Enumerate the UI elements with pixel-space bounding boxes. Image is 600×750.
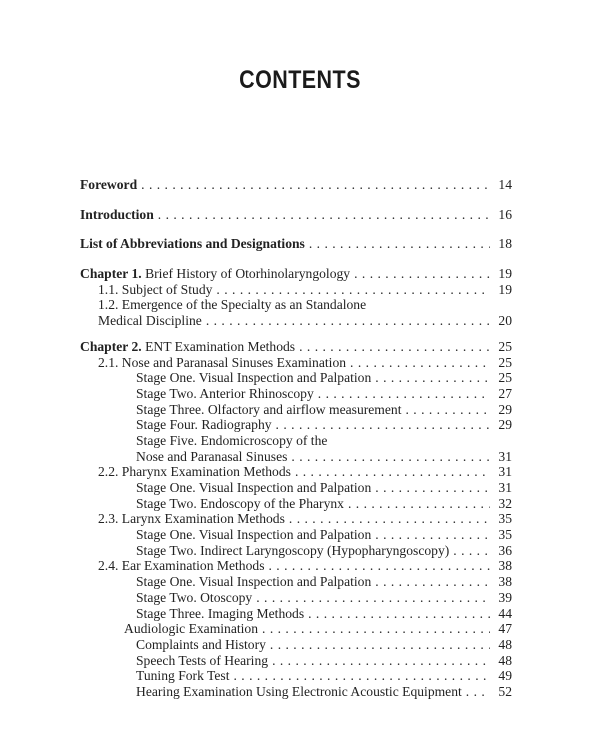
toc-entry-label: Foreword <box>80 177 138 192</box>
toc-entry-label: Stage One. Visual Inspection and Palpation <box>136 370 372 386</box>
toc-page-number: 19 <box>498 266 512 282</box>
toc-entry-introduction[interactable] <box>80 207 512 223</box>
dot-leader <box>233 668 490 684</box>
dot-leader <box>272 653 490 669</box>
toc-entry-2-4-stage-2[interactable] <box>80 590 512 606</box>
toc-entry-1-1[interactable] <box>80 282 512 298</box>
dot-leader <box>269 558 491 574</box>
dot-leader <box>308 606 490 622</box>
toc-page-number: 32 <box>498 495 512 511</box>
toc-page-number: 35 <box>498 527 512 543</box>
toc-page-number: 20 <box>498 313 512 329</box>
toc-entry-2-1-stage-2[interactable] <box>80 386 512 402</box>
dot-leader <box>350 355 490 371</box>
dot-leader <box>299 339 490 355</box>
dot-leader <box>291 449 490 465</box>
toc-page-number: 19 <box>498 281 512 297</box>
dot-leader <box>318 386 490 402</box>
toc-entry-label: Hearing Examination Using Electronic Acoustic Equipment <box>136 683 462 699</box>
toc-chapter-number: Chapter 2. <box>80 338 142 354</box>
toc-entry-label: 2.1. Nose and Paranasal Sinuses Examination <box>98 354 347 370</box>
toc-page-number: 38 <box>498 558 512 574</box>
toc-page-number: 31 <box>498 464 512 480</box>
toc-entry-label: Stage One. Visual Inspection and Palpation <box>136 480 372 495</box>
toc-entry-label: 1.1. Subject of Study <box>98 281 213 297</box>
toc-entry-label: Medical Discipline <box>98 313 202 329</box>
toc-page-number: 35 <box>498 511 512 527</box>
toc-page-number: 52 <box>498 683 512 699</box>
dot-leader <box>270 637 490 653</box>
toc-entry-label: Stage Two. Otoscopy <box>136 589 253 605</box>
toc-entry-label: Stage Three. Olfactory and airflow measurement <box>136 401 402 417</box>
toc-page-number: 36 <box>498 542 512 558</box>
dot-leader <box>453 543 490 559</box>
toc-entry-2-1[interactable] <box>80 355 512 371</box>
toc-entry-2-2[interactable] <box>80 464 512 480</box>
dot-leader <box>405 402 490 418</box>
toc-entry-1-2-continued[interactable] <box>80 313 512 329</box>
toc-entry-label: Complaints and History <box>136 636 266 652</box>
toc-page-number: 29 <box>498 401 512 417</box>
toc-page-number: 44 <box>498 605 512 621</box>
dot-leader <box>289 511 490 527</box>
toc-entry-label: Stage One. Visual Inspection and Palpation <box>136 527 372 543</box>
toc-chapter-number: Chapter 1. <box>80 266 142 282</box>
toc-entry-2-4-stage-1[interactable] <box>80 574 512 590</box>
toc-entry-2-4[interactable] <box>80 558 512 574</box>
toc-entry-2-2-stage-1[interactable] <box>80 480 512 496</box>
toc-page-number: 27 <box>498 385 512 401</box>
toc-page-number: 49 <box>498 668 512 684</box>
dot-leader <box>141 177 490 193</box>
toc-entry-2-1-stage-1[interactable] <box>80 370 512 386</box>
dot-leader <box>276 417 490 433</box>
toc-entry-label: Tuning Fork Test <box>136 668 230 684</box>
toc-entry-label: Stage Five. Endomicroscopy of the <box>136 432 328 448</box>
toc-entry-label: Stage Four. Radiography <box>136 417 272 433</box>
toc-entry-label: Stage Two. Anterior Rhinoscopy <box>136 385 314 401</box>
toc-entry-label: ENT Examination Methods <box>141 338 296 354</box>
dot-leader <box>354 266 490 282</box>
toc-entry-label: Introduction <box>80 206 154 222</box>
dot-leader <box>216 282 490 298</box>
toc-entry-speech-tests[interactable] <box>80 653 512 669</box>
dot-leader <box>158 207 490 223</box>
toc-entry-chapter-2[interactable] <box>80 339 512 355</box>
toc-page-number: 31 <box>498 448 512 464</box>
toc-page-number: 14 <box>498 177 512 192</box>
toc-entry-label: Brief History of Otorhinolaryngology <box>141 266 351 282</box>
toc-entry-2-2-stage-2[interactable] <box>80 496 512 512</box>
dot-leader <box>295 464 490 480</box>
toc-entry-label: Speech Tests of Hearing <box>136 652 269 668</box>
toc-page-number: 47 <box>498 621 512 637</box>
toc-page-number: 39 <box>498 589 512 605</box>
toc-page-number: 25 <box>498 370 512 386</box>
toc-page-number: 16 <box>498 206 512 222</box>
toc-entry-2-4-stage-3[interactable] <box>80 606 512 622</box>
dot-leader <box>375 480 490 496</box>
toc-entry-label: 2.3. Larynx Examination Methods <box>98 511 285 527</box>
toc-entry-2-3[interactable] <box>80 511 512 527</box>
toc-entry-label: Stage Two. Indirect Laryngoscopy (Hypopharyngoscopy) <box>136 542 450 558</box>
toc-entry-abbreviations[interactable] <box>80 236 512 252</box>
dot-leader <box>206 313 490 329</box>
table-of-contents <box>80 177 512 700</box>
toc-page-number: 48 <box>498 652 512 668</box>
toc-entry-2-3-stage-1[interactable] <box>80 527 512 543</box>
toc-entry-label: Stage Three. Imaging Methods <box>136 605 305 621</box>
toc-entry-2-1-stage-3[interactable] <box>80 402 512 418</box>
dot-leader <box>309 236 490 252</box>
toc-entry-1-2[interactable] <box>80 297 512 313</box>
dot-leader <box>348 496 490 512</box>
toc-entry-label: List of Abbreviations and Designations <box>80 236 305 252</box>
toc-page-number: 18 <box>498 236 512 252</box>
toc-entry-chapter-1[interactable] <box>80 266 512 282</box>
dot-leader <box>466 684 490 700</box>
toc-entry-label: Stage One. Visual Inspection and Palpation <box>136 574 372 590</box>
toc-entry-complaints-history[interactable] <box>80 637 512 653</box>
dot-leader <box>256 590 490 606</box>
dot-leader <box>375 370 490 386</box>
toc-entry-label: Audiologic Examination <box>124 621 259 637</box>
toc-entry-electronic-acoustic-equipment[interactable] <box>80 684 512 700</box>
toc-entry-2-1-stage-4[interactable] <box>80 417 512 433</box>
toc-page-number: 38 <box>498 574 512 590</box>
toc-entry-tuning-fork-test[interactable] <box>80 668 512 684</box>
toc-page-number: 29 <box>498 417 512 433</box>
toc-entry-label: Stage Two. Endoscopy of the Pharynx <box>136 495 344 511</box>
toc-page-number: 25 <box>498 338 512 354</box>
page-title: CONTENTS <box>239 66 361 94</box>
toc-entry-2-1-stage-5-continued[interactable] <box>80 449 512 465</box>
toc-entry-2-1-stage-5[interactable] <box>80 433 512 449</box>
toc-entry-label: 2.4. Ear Examination Methods <box>98 558 265 574</box>
toc-page-number: 31 <box>498 480 512 495</box>
toc-page-number: 48 <box>498 636 512 652</box>
toc-entry-label: Nose and Paranasal Sinuses <box>136 448 288 464</box>
toc-page-number: 25 <box>498 354 512 370</box>
toc-entry-2-3-stage-2[interactable] <box>80 543 512 559</box>
dot-leader <box>375 574 490 590</box>
toc-entry-label: 1.2. Emergence of the Specialty as an Standalone <box>98 297 367 313</box>
toc-entry-label: 2.2. Pharynx Examination Methods <box>98 464 291 480</box>
toc-entry-foreword[interactable] <box>80 177 512 193</box>
dot-leader <box>375 527 490 543</box>
dot-leader <box>262 621 490 637</box>
toc-entry-audiologic-examination[interactable] <box>80 621 512 637</box>
